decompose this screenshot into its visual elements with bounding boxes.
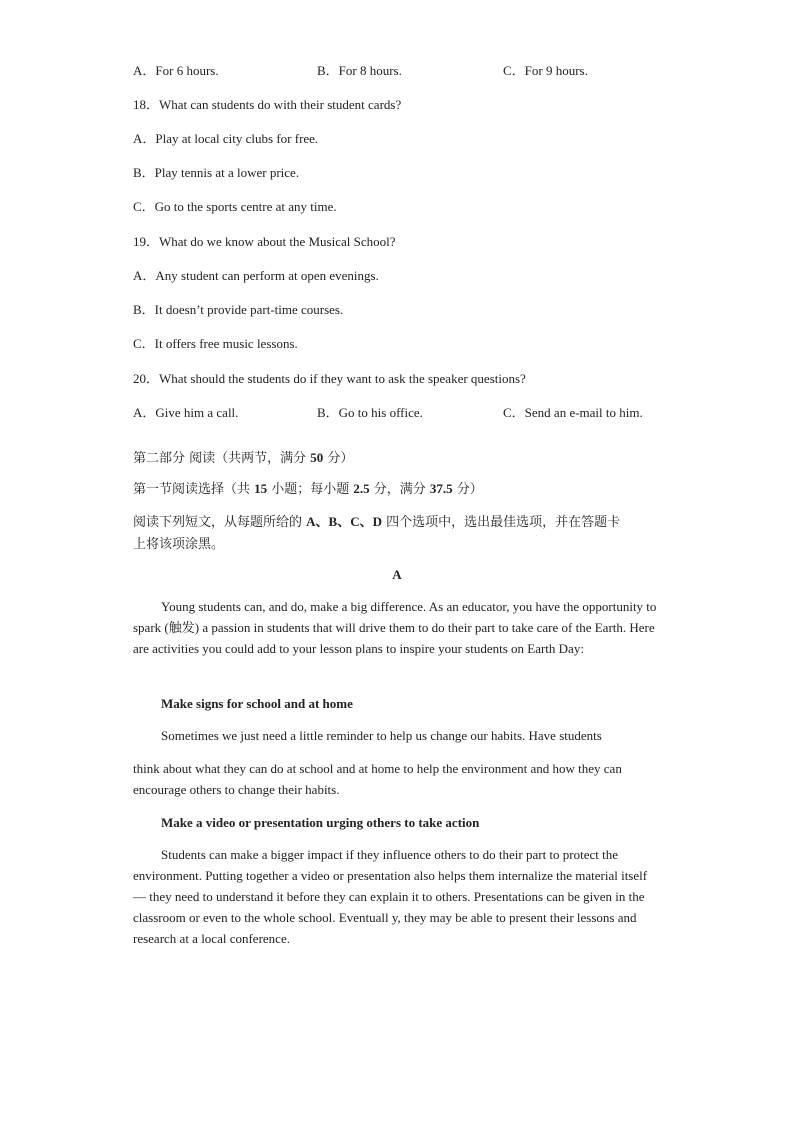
section1-text2: 小题；每小题 [267, 482, 354, 497]
instruction-line1 [133, 514, 620, 531]
q18-question: 18．What can students do with their student cards? [133, 97, 402, 112]
q17-option-b: B．For 8 hours. [317, 63, 402, 78]
q20-option-a: A．Give him a call. [133, 405, 239, 420]
passage-para2: Students can make a bigger impact if they influence others to do their part to protect the environment. Putting together a video or presentation also helps them internalize the material itself — they need to understand it before they can explain it to others. Presentations can be given in the classroom or even to the whole school. Eventuall y, they may be able to present their lessons and research at a local conference. [133, 847, 648, 946]
passage-heading-signs: Make signs for school and at home [161, 696, 353, 711]
passage-label: A [392, 567, 402, 582]
q18-option-b: B．Play tennis at a lower price. [133, 165, 300, 180]
passage-intro: Young students can, and do, make a big difference. As an educator, you have the opportunity to spark (触发) a passion in students that will drive them to do their part to take care of the Earth. Here are activities you could add to your lesson plans to inspire your students on Earth Day: [133, 599, 657, 656]
q19-option-a: A．Any student can perform at open evenings. [133, 268, 379, 283]
section1-each-score: 2.5 [353, 481, 370, 496]
part2-title-score: 50 [310, 450, 324, 465]
q20-options [133, 405, 673, 421]
section1-text4: 分） [452, 482, 483, 497]
section1-count: 15 [254, 481, 268, 496]
instruction-text: 阅读下列短文，从每题所给的 [133, 515, 307, 530]
section1-total-score: 37.5 [429, 481, 453, 496]
section1-text3: 分，满分 [369, 482, 430, 497]
q18-option-c: C．Go to the sports centre at any time. [133, 199, 337, 214]
instruction-line2: 上将该项涂黑。 [133, 537, 225, 552]
passage-heading-video: Make a video or presentation urging others to take action [161, 815, 480, 830]
q19-question: 19．What do we know about the Musical School? [133, 234, 396, 249]
q20-question: 20．What should the students do if they want to ask the speaker questions? [133, 371, 526, 386]
part2-title-text: 第二部分 阅读（共两节，满分 [133, 451, 311, 466]
q18-option-a: A．Play at local city clubs for free. [133, 131, 319, 146]
q17-option-c: C．For 9 hours. [503, 63, 588, 78]
q20-option-b: B．Go to his office. [317, 405, 423, 420]
instruction-text2: 四个选项中，选出最佳选项，并在答题卡 [381, 515, 621, 530]
q19-option-b: B．It doesn’t provide part-time courses. [133, 302, 344, 317]
instruction-options: A、B、C、D [306, 514, 382, 529]
passage-para1-rest: think about what they can do at school and at home to help the environment and how they can encourage others to change their habits. [133, 761, 622, 797]
q17-option-a: A．For 6 hours. [133, 63, 219, 78]
q20-option-c: C．Send an e-mail to him. [503, 405, 643, 420]
q17-options [133, 63, 673, 79]
q19-option-c: C．It offers free music lessons. [133, 336, 298, 351]
section1-title [133, 481, 483, 498]
part2-title-suffix: 分） [323, 451, 354, 466]
part2-title [133, 450, 353, 467]
section1-text: 第一节阅读选择（共 [133, 482, 255, 497]
passage-para1-line1: Sometimes we just need a little reminder to help us change our habits. Have students [161, 728, 602, 743]
